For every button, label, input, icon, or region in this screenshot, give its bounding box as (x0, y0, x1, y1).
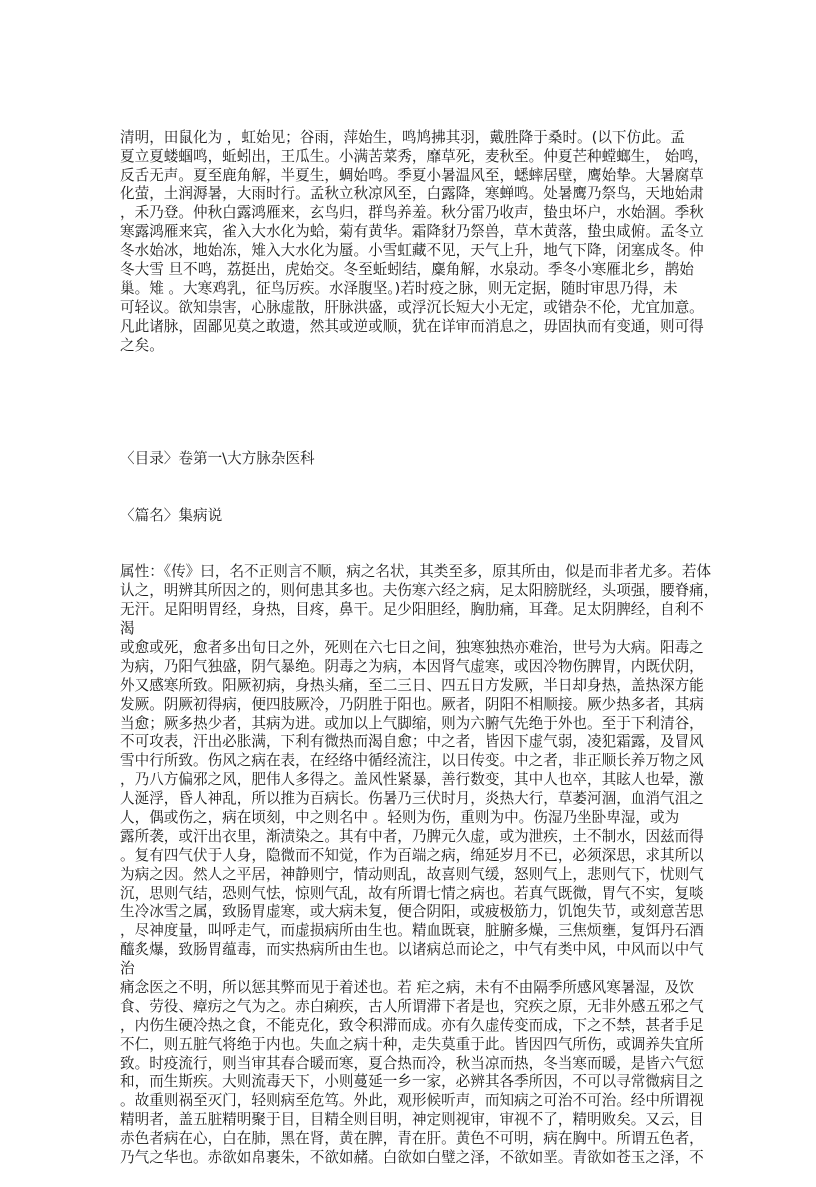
text-line: ，乃八方偏邪之风，肥伟人多得之。盖风性紧暴，善行数变，其中人也卒，其眩人也晕，激 (120, 771, 704, 789)
text-line: 赤色者病在心，白在肺，黑在肾，黄在脾，青在肝。黄色不可明，病在胸中。所谓五色者， (120, 1130, 704, 1148)
text-line: 不可攻表，汗出必胀满，下利有微热而渴自愈；中之者，皆因下虚气弱，凌犯霜露，及冒风 (120, 733, 704, 751)
text-line: 治 (120, 960, 135, 978)
text-line: ，尽神度量，叫呼走气，而虚损病所由生也。精血既衰，脏腑多燥，三焦烦壅，复饵丹石酒 (120, 922, 704, 940)
text-line: 巢。雉 。大寒鸡乳，征鸟厉疾。水泽腹坚。)若时疫之脉，则无定据，随时审思乃得，未 (120, 279, 678, 297)
text-line: 雪中行所致。伤风之病在表，在经络中循经流注，以日传变。中之者，非正顺长养万物之风 (120, 752, 704, 770)
chapter-header: 〈篇名〉集病说 (120, 506, 223, 524)
catalog-header: 〈目录〉卷第一\大方脉杂医科 (120, 450, 315, 468)
text-line: 不仁，则五脏气将绝于内也。失血之病十种，走失莫重于此。皆因四气所伤，或调养失宜所 (120, 1035, 704, 1053)
text-line: 人，偶或伤之，病在顷刻，中之则名中 。轻则为伤，重则为中。伤湿乃坐卧卑湿，或为 (120, 809, 680, 826)
text-line: 夏立夏蝼蝈鸣，蚯蚓出，王瓜生。小满苦菜秀，靡草死，麦秋至。仲夏芒种螳螂生， 始鸣， (120, 147, 709, 165)
text-line: 露所袭，或汗出衣里，渐渍染之。其有中者，乃脾元久虚，或为泄疾，土不制水，因兹而得 (120, 827, 704, 845)
text-line: 寒露鸿雁来宾，雀入大水化为蛤，菊有黄华。霜降豺乃祭兽，草木黄落，蛰虫咸俯。孟冬立 (120, 223, 704, 241)
document-page (120, 91, 719, 1187)
text-line: 。复有四气伏于人身，隐微而不知觉，作为百端之病，绵延岁月不已，必须深思，求其所以 (120, 846, 704, 864)
text-line: 为病，乃阳气独盛，阴气暴绝。阴毒之为病，本因肾气虚寒，或因冷物伤脾胃，内既伏阴， (120, 657, 704, 675)
text-line: 无汗。足阳明胃经，身热，目疼，鼻干。足少阳胆经，胸肋痛，耳聋。足太阴脾经，自利不 (120, 601, 704, 619)
text-line: 。故重则祸至灭门，轻则病至危笃。外此，观形候听声，而知病之可治不可治。经中所谓视 (120, 1092, 704, 1110)
text-line: 或愈或死，愈者多出旬日之外，死则在六七日之间，独寒独热亦难治，世号为大病。阳毒之 (120, 638, 704, 656)
text-line: 当愈；厥多热少者，其病为进。或加以上气脚缩，则为六腑气先绝于外也。至于下利清谷， (120, 714, 704, 732)
blank-line (120, 393, 700, 412)
text-line: 和，而生斯疾。大则流毒天下，小则蔓延一乡一家，必辨其各季所因，不可以寻常微病目之 (120, 1073, 704, 1091)
text-line: 人涎浮，昏人神乱，所以推为百病长。伤暑乃三伏时月，炎热大行，草萎河涸，血消气沮之 (120, 790, 704, 808)
text-line: 乃气之华也。赤欲如帛裹朱，不欲如赭。白欲如白璧之泽，不欲如垩。青欲如苍玉之泽，不 (120, 1149, 704, 1167)
text-line: 精明者，盖五脏精明聚于目，目精全则目明，神定则视审，审视不了，精明败矣。又云，目 (120, 1111, 704, 1129)
text-line: 沉，思则气结，恐则气怯，惊则气乱，故有所谓七情之病也。若真气既微，胃气不实，复啖 (120, 884, 704, 902)
text-line: ，禾乃登。仲秋白露鸿雁来，玄鸟归，群鸟养羞。秋分雷乃收声，蛰虫坏户，水始涸。季秋 (120, 204, 704, 222)
text-line: 痛念医之不明，所以惩其弊而见于着述也。若 疟之病，未有不由隔季所感风寒暑湿，及饮 (120, 979, 694, 997)
text-line: 冬大雪 旦不鸣，荔挺出，虎始交。冬至蚯蚓结，麋角解，水泉动。季冬小寒雁北乡，鹊始 (120, 261, 694, 279)
text-line: 生冷冰雪之属，致肠胃虚寒，或大病未复，便合阴阳，或疲极筋力，饥饱失节，或刻意苦思 (120, 903, 704, 921)
text-line: 致。时疫流行，则当审其春合暖而寒，夏合热而冷，秋当凉而热，冬当寒而暖，是皆六气愆 (120, 1054, 704, 1072)
text-line: 可轻议。欲知祟害，心脉虚散，肝脉洪盛，或浮沉长短大小无定，或错杂不伦，尤宜加意。 (120, 298, 704, 316)
paragraph-collected-diseases (120, 563, 719, 1168)
text-line: 凡此诸脉，固鄙见莫之敢遗，然其或逆或顺，犹在详审而消息之，毋固执而有变通，则可得 (120, 317, 704, 335)
paragraph-seasonal-signs (120, 128, 709, 356)
text-line: 外又感寒所致。阳厥初病，身热头痛，至二三日、四五日方发厥，半日却身热，盖热深方能 (120, 676, 704, 694)
text-line: 发厥。阴厥初得病，便四肢厥冷，乃阴胜于阳也。厥者，阴阳不相顺接。厥少热多者，其病 (120, 695, 704, 713)
text-line: 醯炙爆，致肠胃蕴毒，而实热病所由生也。以诸病总而论之，中气有类中风，中风而以中气 (120, 941, 704, 959)
text-line: 化萤，土润溽暑，大雨时行。孟秋立秋凉风至，白露降，寒蝉鸣。处暑鹰乃祭鸟，天地始肃 (120, 185, 704, 203)
text-line: 清明，田鼠化为 ，虹始见；谷雨，萍始生，鸣鸠拂其羽，戴胜降于桑时。(以下仿此。孟 (120, 128, 685, 146)
text-line: ，内伤生硬冷热之食，不能克化，致令积滞而成。亦有久虚传变而成，下之不禁，甚者手足 (120, 1016, 704, 1034)
text-line: 属性：《传》曰，名不正则言不顺，病之名状，其类至多，原其所由，似是而非者尤多。若体 (120, 563, 712, 581)
text-line: 之矣。 (120, 336, 164, 354)
text-line: 反舌无声。夏至鹿角解，半夏生，蜩始鸣。季夏小暑温风至，蟋蟀居壁，鹰始挚。大暑腐草 (120, 166, 704, 184)
text-line: 食、劳役、瘴疠之气为之。赤白痢疾，古人所谓滞下者是也，究疾之原，无非外感五邪之气 (120, 997, 704, 1015)
text-line: 为病之因。然人之平居，神静则宁，情动则乱，故喜则气缓，怒则气上，悲则气下，忧则气 (120, 865, 704, 883)
text-line: 冬水始冰，地始冻，雉入大水化为蜃。小雪虹藏不见，天气上升，地气下降，闭塞成冬。仲 (120, 242, 704, 260)
text-line: 认之，明辨其所因之的，则何患其多也。夫伤寒六经之病，足太阳膀胱经，头项强，腰脊痛， (120, 582, 719, 600)
text-line: 渴 (120, 620, 135, 638)
